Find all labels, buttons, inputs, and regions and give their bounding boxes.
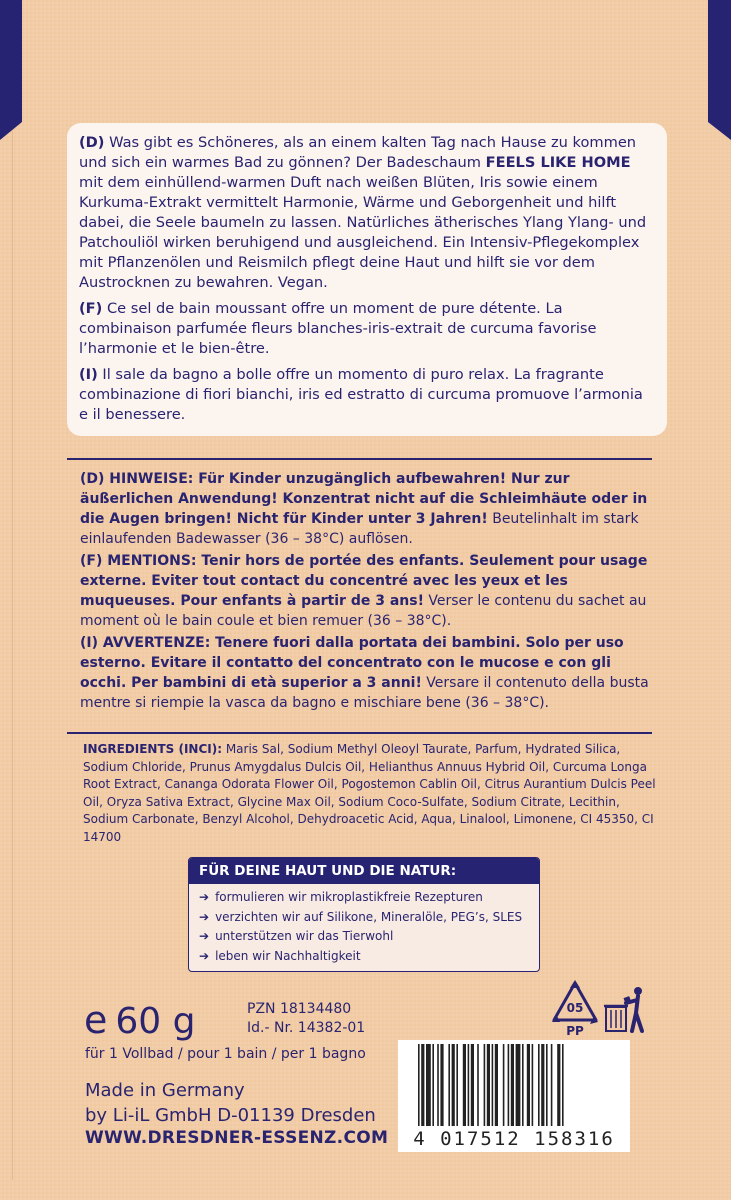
description-de-text-2: mit dem einhüllend-warmen Duft nach weißen Blüten, Iris sowie einem Kurkuma-Extrakt vermittelt Harmonie, Wärme und Geborgenheit und hilft dabei, die Seele baumeln zu lassen. Natürliches ätherisches Ylang Ylang- und Patchouliöl wirken beruhigend und ausgleichend. Ein Intensiv-Pflegekomplex mit Pflanzenölen und Reismilch pflegt deine Haut und hilft sie vor dem Austrocknen zu bewahren. Vegan. [79,174,647,291]
recycling-material: PP [566,1024,584,1038]
barcode-number: 4 017512 158316 [413,1128,615,1150]
barcode-bar [492,1044,494,1126]
list-item [199,908,539,928]
estimated-sign-icon: e [84,998,108,1042]
barcode-bars [398,1040,630,1130]
warning-de-bold: (D) HINWEISE: Für Kinder unzugänglich aufbewahren! Nur zur äußerlichen Anwendung! Konzentrat nicht auf die Schleimhäute oder in die Augen bringen! Nicht für Kinder unter 3 Jahren! [80,471,648,527]
divider-top [67,458,652,460]
barcode-bar [541,1044,544,1126]
lang-prefix-fr: (F) [79,300,103,317]
product-brand-name: FEELS LIKE HOME [485,154,631,171]
list-item [199,888,539,908]
warning-de [80,469,660,549]
barcode-bar [546,1044,548,1126]
arrow-icon: ➔ [199,890,210,904]
barcode-bar [418,1044,420,1126]
warning-it-bold: (I) AVVERTENZE: Tenere fuori dalla portata dei bambini. Solo per uso esterno. Evitare il contatto del concentrato con le mucose e con gli occhi. Per bambini di età superior a 3 anni! [80,635,624,691]
list-item [199,947,539,967]
barcode-bar [484,1044,486,1126]
warning-de-text: Beutelinhalt im stark einlaufenden Badewasser (36 – 38°C) auflösen. [80,511,639,547]
barcode-bar [471,1044,474,1126]
barcode-bar [538,1044,540,1126]
barcode-bar [527,1044,530,1126]
barcode-bar [440,1044,443,1126]
description-de [79,133,655,293]
description-de-text-1: Was gibt es Schöneres, als an einem kalten Tag nach Hause zu kommen und sich ein warmes Bad zu gönnen? Der Badeschaum [79,134,637,171]
website-url: WWW.DRESDNER-ESSENZ.COM [85,1128,389,1148]
barcode-bar [511,1044,514,1126]
barcode-bar [468,1044,470,1126]
barcode-bar [448,1044,450,1126]
barcode-bar [477,1044,479,1126]
id-number: Id.- Nr. 14382-01 [247,1020,366,1036]
ingredients-label: INGREDIENTS (INCI): [83,742,223,756]
warning-fr-bold: (F) MENTIONS: Tenir hors de portée des enfants. Seulement pour usage externe. Eviter tout contact du concentré avec les yeux et les muqueuses. Pour enfants à partir de 3 ans! [80,553,648,609]
company-address: by Li-iL GmbH D-01139 Dresden [85,1105,376,1126]
product-codes [247,1000,365,1038]
barcode-bar [562,1044,564,1126]
warning-it [80,633,660,713]
lang-prefix-de: (D) [79,134,105,151]
barcode-bar [516,1044,521,1126]
net-weight [84,1000,196,1042]
pzn-number: PZN 18134480 [247,1001,352,1017]
barcode-bar [426,1044,431,1126]
weight-value: 60 g [115,1001,196,1042]
warning-fr-text: Verser le contenu du sachet au moment où le bain coule et bien remuer (36 – 38°C). [80,593,647,629]
bath-info: für 1 Vollbad / pour 1 bain / per 1 bagno [85,1046,366,1062]
barcode-bar [432,1044,434,1126]
warning-fr [80,551,660,631]
barcode-bar [503,1044,505,1126]
warnings-section [80,469,660,715]
description-it-text: Il sale da bagno a bolle offre un momento di puro relax. La fragrante combinazione di fiori bianchi, iris ed estratto di curcuma promuove l’armonia e il benessere. [79,366,643,423]
nature-box-list [189,888,539,966]
left-navy-strip [0,0,22,122]
barcode-bar [437,1044,439,1126]
nature-box-title: FÜR DEINE HAUT UND DIE NATUR: [189,858,539,884]
nature-item-text: unterstützen wir das Tierwohl [215,929,394,943]
divider-middle [67,732,652,734]
list-item [199,927,539,947]
barcode-bar [551,1044,553,1126]
barcode-bar [452,1044,455,1126]
description-panel [67,123,667,436]
warning-it-text: Versare il contenuto della busta mentre si riempie la vasca da bagno e mischiare bene (36 – 38°C). [80,675,649,711]
barcode-bar [421,1044,424,1126]
nature-item-text: leben wir Nachhaltigkeit [215,948,361,963]
description-it [79,365,655,425]
arrow-icon: ➔ [199,929,210,943]
barcode-bar [463,1044,466,1126]
ingredients-list [83,741,658,847]
right-navy-strip [708,0,731,122]
description-fr [79,299,655,359]
barcode-bar [456,1044,458,1126]
barcode-bar [487,1044,490,1126]
arrow-icon: ➔ [199,909,210,924]
barcode-bar [495,1044,498,1126]
recycling-icon [550,980,600,1040]
arrow-icon: ➔ [199,948,210,963]
barcode-bar [532,1044,534,1126]
lang-prefix-it: (I) [79,366,98,383]
barcode-bar [522,1044,524,1126]
tidy-man-icon [602,985,652,1035]
nature-box [188,857,540,972]
nature-item-text: verzichten wir auf Silikone, Mineralöle, PEG’s, SLES [215,909,523,924]
made-in: Made in Germany [85,1080,245,1101]
barcode-bar [557,1044,560,1126]
ingredients-text: Maris Sal, Sodium Methyl Oleoyl Taurate, Parfum, Hydrated Silica, Sodium Chloride, Prunus Amygdalus Dulcis Oil, Helianthus Annuus Hybrid Oil, Curcuma Longa Root Extract, Cananga Odorata Flower Oil, Pogostemon Cablin Oil, Citrus Aurantium Dulcis Peel Oil, Oryza Sativa Extract, Glycine Max Oil, Sodium Coco-Sulfate, Sodium Citrate, Lecithin, Sodium Carbonate, Benzyl Alcohol, Dehydroacetic Acid, Aqua, Linalool, Limonene, CI 45350, CI 14700 [83,742,656,844]
nature-item-text: formulieren wir mikroplastikfreie Rezepturen [215,890,483,904]
barcode [398,1040,630,1152]
recycling-code: 05 [566,1001,584,1015]
description-fr-text: Ce sel de bain moussant offre un moment de pure détente. La combinaison parfumée fleurs blanches-iris-extrait de curcuma favorise l’harmonie et le bien-être. [79,300,597,357]
manufacturer-info [85,1078,376,1128]
barcode-bar [508,1044,510,1126]
